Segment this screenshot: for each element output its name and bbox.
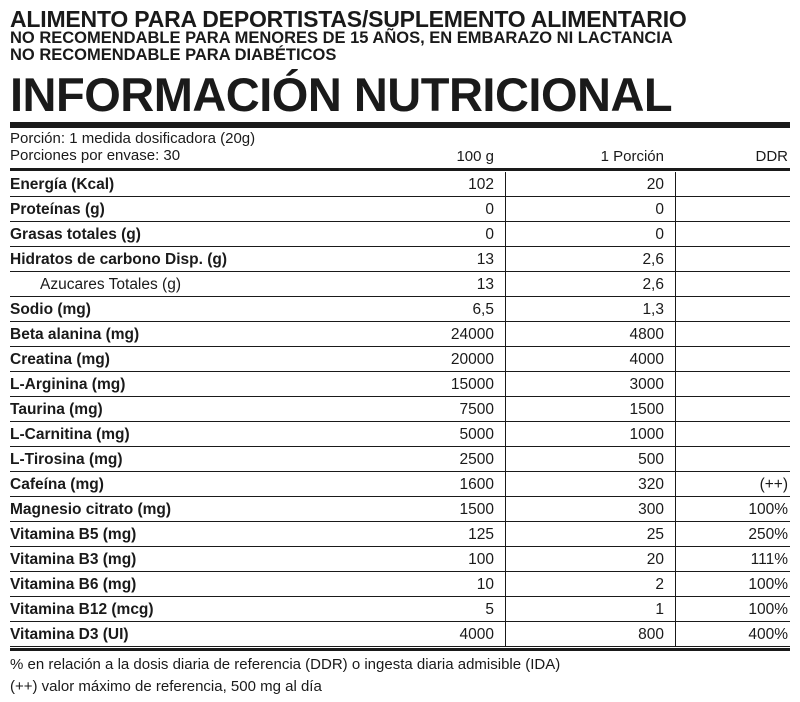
warning-diabetics: NO RECOMENDABLE PARA DIABÉTICOS bbox=[10, 46, 337, 64]
footnote-caffeine: (++) valor máximo de referencia, 500 mg al día bbox=[10, 678, 322, 695]
value-per-100g: 5 bbox=[485, 601, 494, 618]
title-divider bbox=[10, 122, 790, 128]
nutrient-name: Beta alanina (mg) bbox=[10, 326, 140, 343]
value-ddr: (++) bbox=[759, 476, 788, 493]
value-ddr: 250% bbox=[748, 526, 788, 543]
value-per-100g: 1600 bbox=[459, 476, 494, 493]
column-header-portion: 1 Porción bbox=[600, 148, 664, 165]
table-row bbox=[10, 322, 790, 347]
nutrient-name: Taurina (mg) bbox=[10, 401, 103, 418]
servings-per-container: Porciones por envase: 30 bbox=[10, 147, 181, 164]
nutrient-name: Vitamina B3 (mg) bbox=[10, 551, 137, 568]
value-ddr: 100% bbox=[748, 501, 788, 518]
title-container bbox=[10, 70, 790, 120]
nutrient-name: Energía (Kcal) bbox=[10, 176, 115, 193]
value-per-portion: 800 bbox=[638, 626, 664, 643]
value-per-100g: 2500 bbox=[459, 451, 494, 468]
value-per-portion: 300 bbox=[638, 501, 664, 518]
table-row bbox=[10, 222, 790, 247]
value-per-portion: 1500 bbox=[629, 401, 664, 418]
table-row bbox=[10, 472, 790, 497]
value-per-portion: 4000 bbox=[629, 351, 664, 368]
nutrient-name: Vitamina B5 (mg) bbox=[10, 526, 137, 543]
table-row bbox=[10, 372, 790, 397]
table-row bbox=[10, 597, 790, 622]
value-per-portion: 320 bbox=[638, 476, 664, 493]
table-row bbox=[10, 572, 790, 597]
value-per-100g: 6,5 bbox=[472, 301, 494, 318]
nutrition-table bbox=[10, 172, 790, 647]
table-row bbox=[10, 547, 790, 572]
nutrient-name: Creatina (mg) bbox=[10, 351, 110, 368]
table-row bbox=[10, 172, 790, 197]
nutrient-name: Magnesio citrato (mg) bbox=[10, 501, 172, 518]
value-per-portion: 500 bbox=[638, 451, 664, 468]
nutrient-name: Proteínas (g) bbox=[10, 201, 105, 218]
value-per-portion: 25 bbox=[646, 526, 664, 543]
label-header bbox=[10, 8, 790, 64]
value-per-100g: 0 bbox=[485, 201, 494, 218]
value-per-portion: 3000 bbox=[629, 376, 664, 393]
footnote-ddr: % en relación a la dosis diaria de referencia (DDR) o ingesta diaria admisible (IDA) bbox=[10, 656, 561, 673]
nutrient-name: L-Tirosina (mg) bbox=[10, 451, 123, 468]
value-per-portion: 2,6 bbox=[642, 276, 664, 293]
table-row bbox=[10, 197, 790, 222]
warning-age-pregnancy: NO RECOMENDABLE PARA MENORES DE 15 AÑOS, EN EMBARAZO NI LACTANCIA bbox=[10, 29, 673, 47]
nutrient-name: Vitamina B12 (mcg) bbox=[10, 601, 154, 618]
table-row bbox=[10, 422, 790, 447]
table-row bbox=[10, 622, 790, 647]
serving-info bbox=[10, 130, 790, 164]
value-per-portion: 1 bbox=[655, 601, 664, 618]
nutrient-name: Vitamina D3 (UI) bbox=[10, 626, 129, 643]
value-per-100g: 5000 bbox=[459, 426, 494, 443]
nutrient-name: Azucares Totales (g) bbox=[40, 276, 181, 293]
table-row bbox=[10, 347, 790, 372]
value-per-100g: 100 bbox=[468, 551, 494, 568]
value-per-portion: 20 bbox=[646, 176, 664, 193]
table-row bbox=[10, 397, 790, 422]
table-row bbox=[10, 447, 790, 472]
value-per-portion: 0 bbox=[655, 226, 664, 243]
header-divider bbox=[10, 168, 790, 171]
column-header-ddr: DDR bbox=[755, 148, 788, 165]
product-category: ALIMENTO PARA DEPORTISTAS/SUPLEMENTO ALIMENTARIO bbox=[10, 6, 687, 32]
table-bottom-divider bbox=[10, 648, 790, 651]
value-per-100g: 4000 bbox=[459, 626, 494, 643]
value-per-100g: 7500 bbox=[459, 401, 494, 418]
value-per-portion: 20 bbox=[646, 551, 664, 568]
nutrient-name: L-Carnitina (mg) bbox=[10, 426, 130, 443]
nutrient-name: Sodio (mg) bbox=[10, 301, 91, 318]
nutrient-name: Vitamina B6 (mg) bbox=[10, 576, 137, 593]
value-per-portion: 4800 bbox=[629, 326, 664, 343]
footnotes bbox=[10, 654, 560, 698]
value-per-100g: 1500 bbox=[459, 501, 494, 518]
value-ddr: 400% bbox=[748, 626, 788, 643]
value-per-portion: 2 bbox=[655, 576, 664, 593]
nutrient-name: Grasas totales (g) bbox=[10, 226, 141, 243]
value-per-100g: 125 bbox=[468, 526, 494, 543]
value-per-portion: 1,3 bbox=[642, 301, 664, 318]
value-per-portion: 1000 bbox=[629, 426, 664, 443]
page-title: INFORMACIÓN NUTRICIONAL bbox=[10, 68, 673, 121]
value-per-100g: 13 bbox=[476, 276, 494, 293]
column-header-100g: 100 g bbox=[456, 148, 494, 165]
value-per-100g: 0 bbox=[485, 226, 494, 243]
value-per-portion: 2,6 bbox=[642, 251, 664, 268]
value-ddr: 100% bbox=[748, 601, 788, 618]
table-row bbox=[10, 497, 790, 522]
table-row bbox=[10, 247, 790, 272]
table-row bbox=[10, 297, 790, 322]
value-per-100g: 102 bbox=[468, 176, 494, 193]
nutrient-name: L-Arginina (mg) bbox=[10, 376, 126, 393]
nutrient-name: Hidratos de carbono Disp. (g) bbox=[10, 251, 228, 268]
value-per-100g: 15000 bbox=[450, 376, 494, 393]
serving-size: Porción: 1 medida dosificadora (20g) bbox=[10, 130, 256, 147]
nutrient-name: Cafeína (mg) bbox=[10, 476, 104, 493]
table-row bbox=[10, 522, 790, 547]
value-per-100g: 13 bbox=[476, 251, 494, 268]
value-per-100g: 20000 bbox=[450, 351, 494, 368]
value-per-100g: 24000 bbox=[450, 326, 494, 343]
table-row bbox=[10, 272, 790, 297]
value-per-portion: 0 bbox=[655, 201, 664, 218]
value-ddr: 100% bbox=[748, 576, 788, 593]
value-ddr: 111% bbox=[750, 551, 788, 568]
value-per-100g: 10 bbox=[476, 576, 494, 593]
